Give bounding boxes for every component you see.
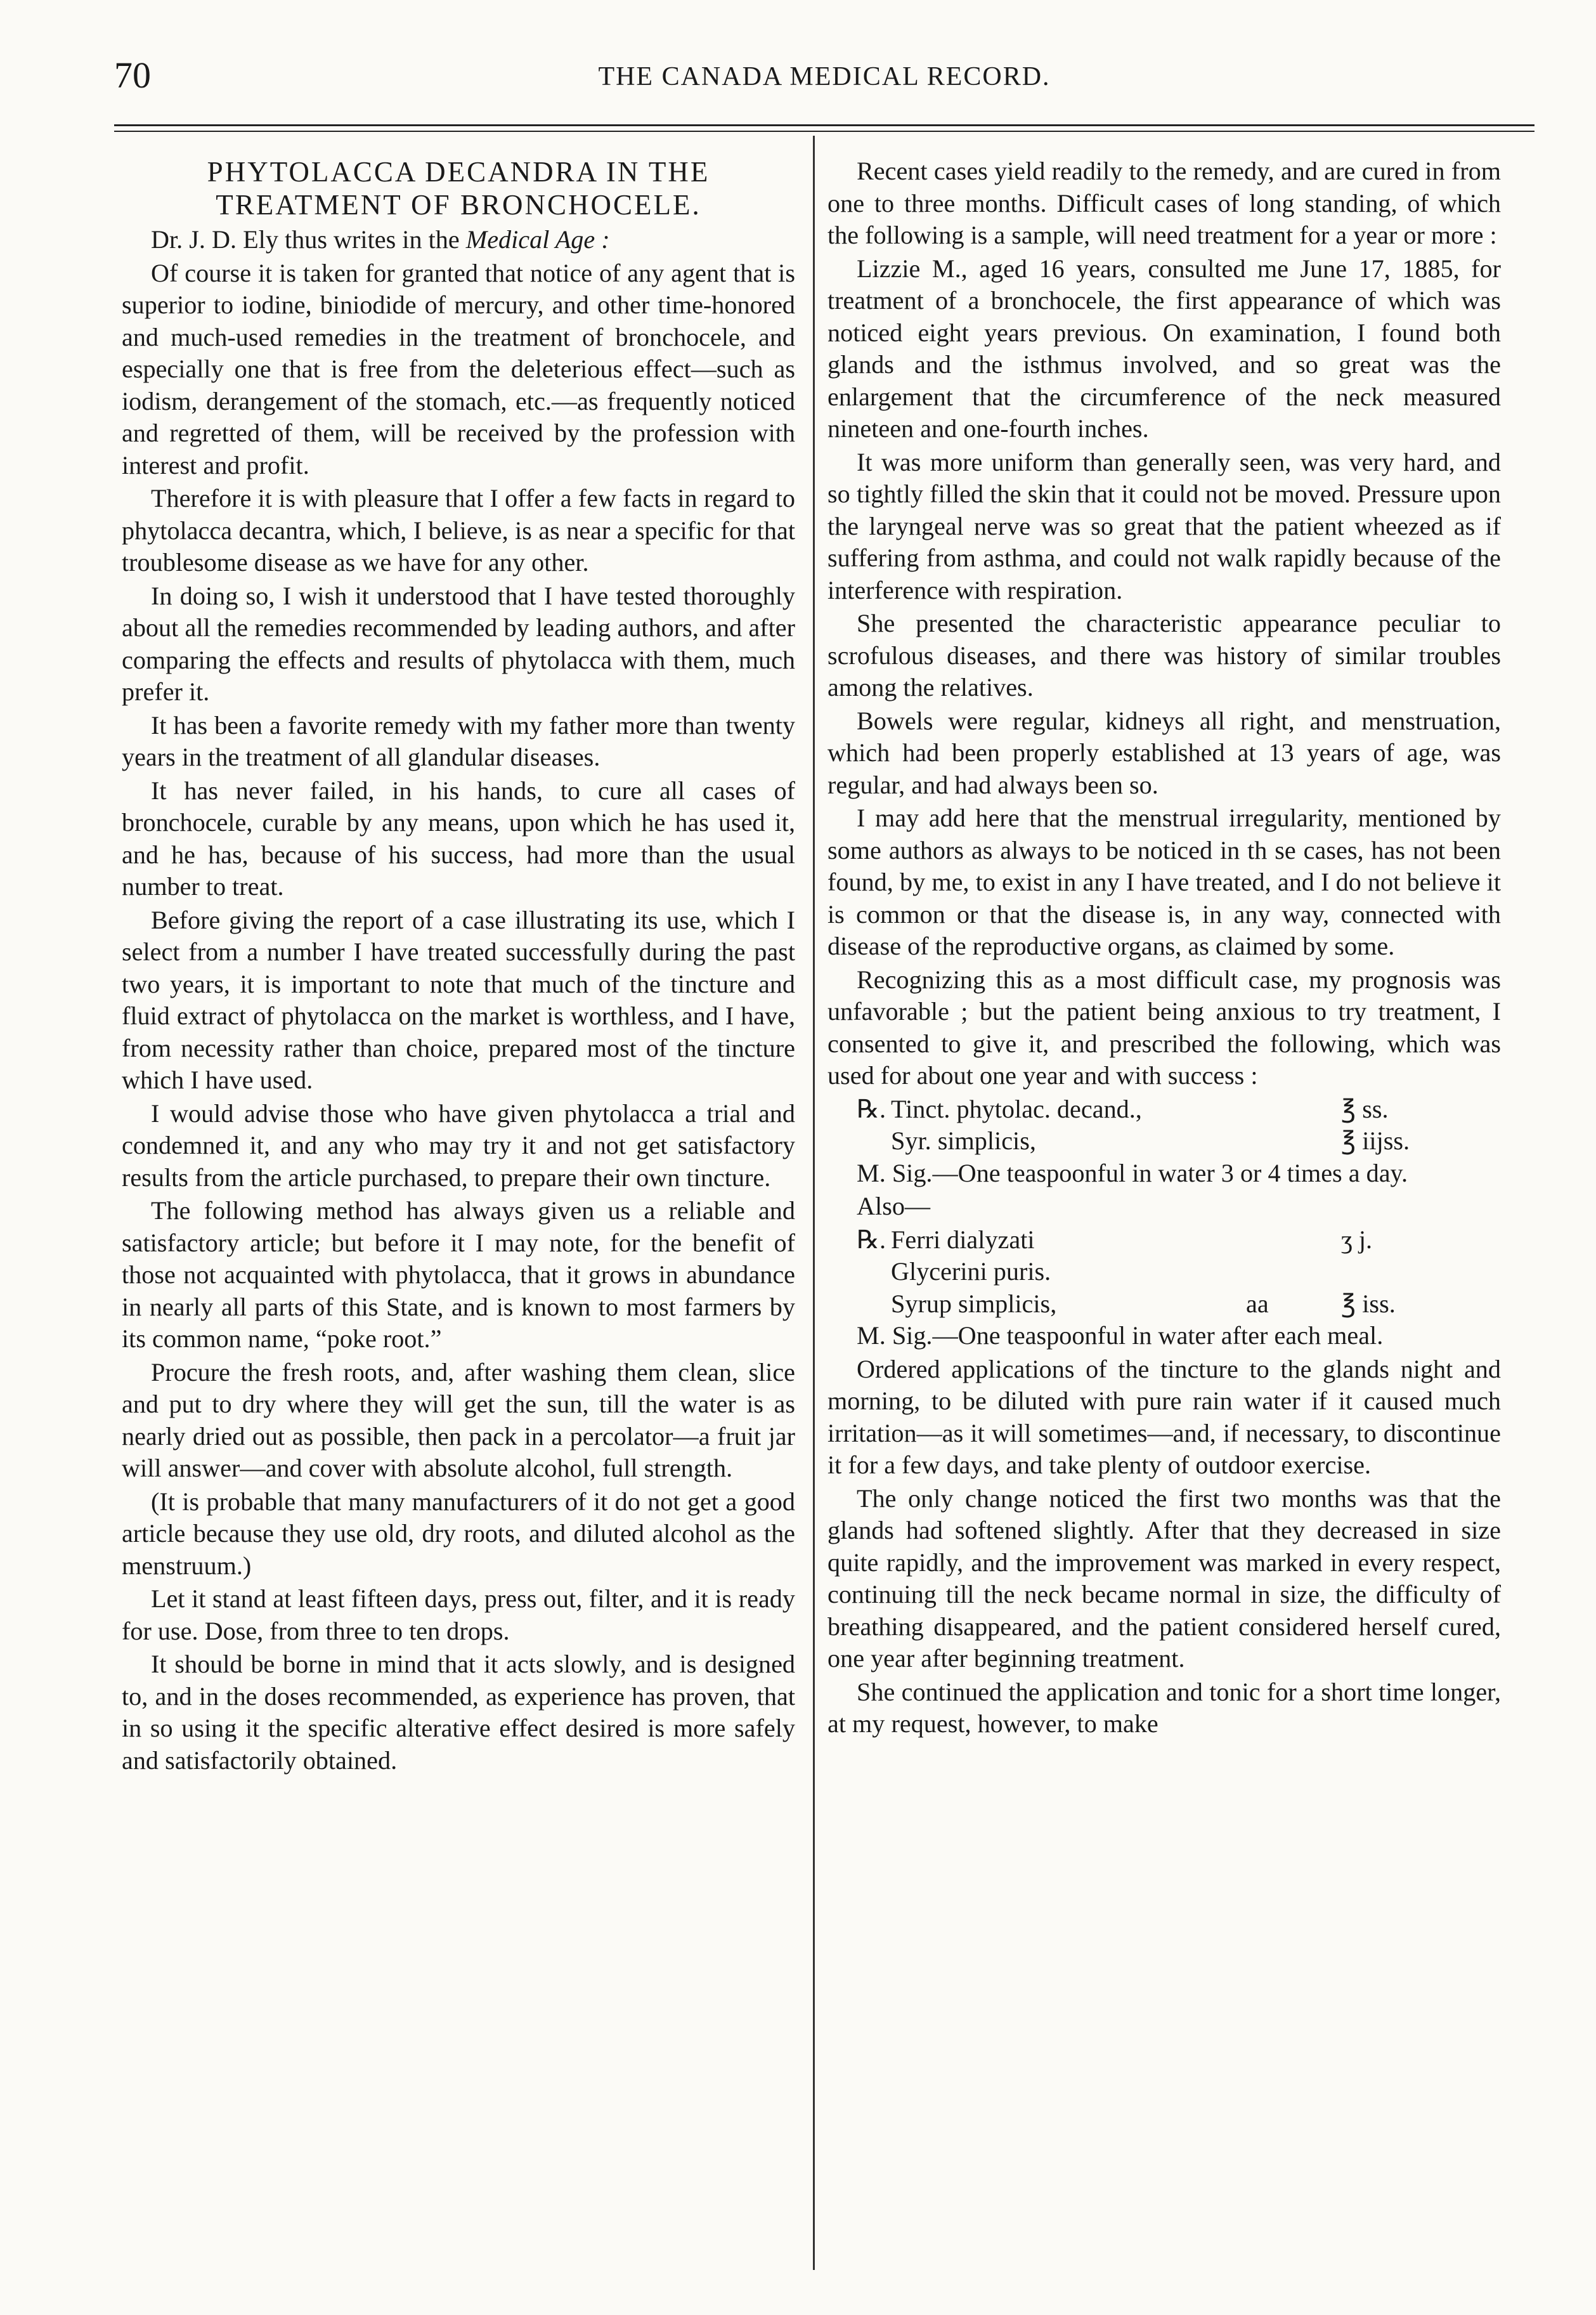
rx-sym: ℞.: [857, 1094, 886, 1123]
prescription-line: [827, 1224, 1501, 1256]
byline: Dr. J. D. Ely thus writes in the Medical Age :: [151, 225, 610, 254]
header-rule: [114, 124, 1534, 126]
paragraph: I may add here that the menstrual irregularity, mentioned by some authors as always to be noticed in th se cases, has not been found, by me, to exist in any I have treated, and I do not believe it is common or that the disease is, in any way, connected with disease of the reproductive organs, as claimed by some.: [827, 804, 1501, 960]
right-paragraphs-before-rx: [827, 155, 1501, 1092]
rx-name: Syrup simplicis,: [891, 1289, 1057, 1318]
column-divider: [813, 136, 815, 2270]
paragraph: Of course it is taken for granted that notice of any agent that is superior to iodine, biniodide of mercury, and other time-honored and much-used remedies in the treatment of bronchocele, and especially one that is free from the deleterious effect—such as iodism, derangement of the stomach, etc.—as frequently noticed and regretted of them, will be received by the profession with interest and profit.: [122, 258, 795, 479]
paragraph: (It is probable that many manufacturers of it do not get a good article because they use old, dry roots, and diluted alcohol as the menstruum.): [122, 1487, 795, 1580]
rx-dose: ℥ iijss.: [1341, 1126, 1410, 1155]
prescription-line: [827, 1125, 1501, 1158]
page-header: [114, 54, 1534, 98]
signa-two: M. Sig.—One teaspoonful in water after each meal.: [857, 1321, 1384, 1350]
left-paragraphs: [122, 258, 795, 1777]
paragraph: Lizzie M., aged 16 years, consulted me June 17, 1885, for treatment of a bronchocele, the first appearance of which was noticed eight years previous. On examination, I found both glands and the isthmus involved, and so great was the enlargement that the circumference of the neck measured nineteen and one-fourth inches.: [827, 254, 1501, 443]
paragraph: She continued the application and tonic for a short time longer, at my request, however, to make: [827, 1677, 1501, 1738]
rx-sym: ℞.: [857, 1225, 886, 1254]
paragraph: It was more uniform than generally seen, was very hard, and so tightly filled the skin that it could not be moved. Pressure upon the laryngeal nerve was so great that the patient wheezed as if suffering from asthma, and could not walk rapidly because of the interference with respiration.: [827, 447, 1501, 604]
header-rule-double: [114, 131, 1534, 132]
paragraph: Bowels were regular, kidneys all right, and menstruation, which had been properly established at 13 years of age, was regular, and had always been so.: [827, 706, 1501, 799]
rx-aa: [1246, 1125, 1341, 1158]
rx-aa: [1246, 1224, 1341, 1256]
rx-dose: [1341, 1256, 1501, 1288]
rx-aa: [1246, 1256, 1341, 1288]
rx-dose: ʒ j.: [1341, 1225, 1373, 1254]
paragraph: In doing so, I wish it understood that I have tested thoroughly about all the remedies recommended by leading authors, and after comparing the effects and results of phytolacca with them, much prefer it.: [122, 581, 795, 706]
running-head: THE CANADA MEDICAL RECORD.: [598, 62, 1051, 91]
paragraph: Procure the fresh roots, and, after washing them clean, slice and put to dry where they will get the sun, till the water is as nearly dried out as possible, then pack in a percolator—a fruit jar will answer—and cover with absolute alcohol, full strength.: [122, 1357, 795, 1482]
rx-sym: [827, 1256, 891, 1288]
rx-dose: ℥ ss.: [1341, 1094, 1389, 1123]
paragraph: Before giving the report of a case illustrating its use, which I select from a number I have treated successfully during the past two years, it is important to note that much of the tincture and fluid extract of phytolacca on the market is worthless, and I have, from necessity rather than choice, prepared most of the tincture which I have used.: [122, 905, 795, 1094]
prescription-one: [827, 1093, 1501, 1158]
article-title: PHYTOLACCA DECANDRA IN THE TREATMENT OF BRONCHOCELE.: [207, 156, 710, 221]
paragraph: Ordered applications of the tincture to the glands night and morning, to be diluted with pure rain water if it caused much irritation—as it will sometimes—and, if necessary, to discontinue it for a few days, and take plenty of outdoor exercise.: [827, 1354, 1501, 1479]
rx-aa: [1246, 1093, 1341, 1126]
paragraph: It should be borne in mind that it acts slowly, and is designed to, and in the doses recommended, as experience has proven, that in so using it the specific alterative effect desired is more safely and satisfactorily obtained.: [122, 1650, 795, 1775]
paragraph: It has never failed, in his hands, to cure all cases of bronchocele, curable by any means, upon which he has used it, and he has, because of his success, had more than the usual number to treat.: [122, 776, 795, 901]
paragraph: Recognizing this as a most difficult case, my prognosis was unfavorable ; but the patient being anxious to try treatment, I consented to give it, and prescribed the following, which was used for about one year and with success :: [827, 965, 1501, 1090]
paragraph: Let it stand at least fifteen days, press out, filter, and it is ready for use. Dose, from three to ten drops.: [122, 1584, 795, 1645]
rx-sym: [827, 1288, 891, 1321]
rx-name: Glycerini puris.: [891, 1257, 1051, 1286]
page-number: 70: [114, 55, 151, 96]
source-journal: Medical Age :: [465, 225, 610, 254]
paragraph: It has been a favorite remedy with my father more than twenty years in the treatment of all glandular diseases.: [122, 710, 795, 771]
paragraph: The following method has always given us a reliable and satisfactory article; but before it I may note, for the benefit of those not acquainted with phytolacca, that it grows in abundance in nearly all parts of this State, and is known to most farmers by its common name, “poke root.”: [122, 1196, 795, 1353]
rx-name: Tinct. phytolac. decand.,: [891, 1094, 1142, 1123]
paragraph: Therefore it is with pleasure that I offer a few facts in regard to phytolacca decantra, which, I believe, is as near a specific for that troublesome disease as we have for any other.: [122, 484, 795, 577]
prescription-line: [827, 1288, 1501, 1321]
rx-name: Syr. simplicis,: [891, 1126, 1036, 1155]
right-column: [827, 155, 1501, 1742]
paragraph: I would advise those who have given phytolacca a trial and condemned it, and any who may try it and not get satisfactory results from the article purchased, to prepare their own tincture.: [122, 1099, 795, 1192]
signa-one: M. Sig.—One teaspoonful in water 3 or 4 times a day.: [857, 1158, 1408, 1187]
paragraph: The only change noticed the first two months was that the glands had softened slightly. After that they decreased in size quite rapidly, and the improvement was marked in every respect, continuing till the neck became normal in size, the difficulty of breathing disappeared, and the patient considered herself cured, one year after beginning treatment.: [827, 1484, 1501, 1673]
rx-aa: aa: [1246, 1289, 1269, 1318]
paragraph: She presented the characteristic appearance peculiar to scrofulous diseases, and there was history of similar troubles among the relatives.: [827, 609, 1501, 701]
prescription-line: [827, 1256, 1501, 1288]
rx-dose: ℥ iss.: [1341, 1289, 1396, 1318]
prescription-two: [827, 1224, 1501, 1321]
prescription-line: [827, 1093, 1501, 1126]
paragraph: Recent cases yield readily to the remedy, and are cured in from one to three months. Difficult cases of long standing, of which the following is a sample, will need treatment for a year or more :: [827, 157, 1501, 249]
rx-sym: [827, 1125, 891, 1158]
right-paragraphs-after-rx: [827, 1353, 1501, 1740]
left-column: [122, 155, 795, 1778]
also-label: Also—: [857, 1192, 931, 1220]
rx-name: Ferri dialyzati: [891, 1225, 1035, 1254]
